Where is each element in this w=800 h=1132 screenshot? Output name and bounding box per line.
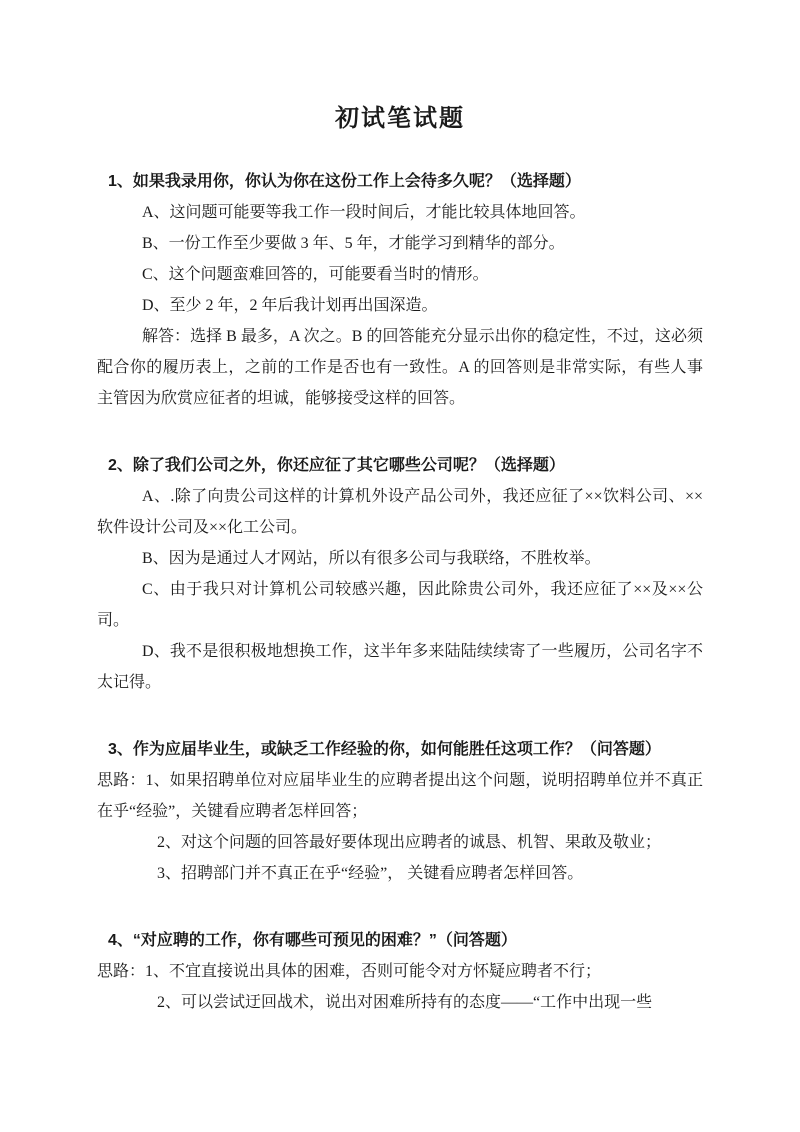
question-3-hint-3: 3、招聘部门并不真正在乎“经验”， 关键看应聘者怎样回答。	[157, 865, 584, 882]
question-2-heading: 2、除了我们公司之外，你还应征了其它哪些公司呢？（选择题）	[108, 457, 565, 474]
question-2-option-c: C、由于我只对计算机公司较感兴趣，因此除贵公司外，我还应征了××及××公司。	[97, 581, 703, 629]
question-1-block	[97, 166, 703, 414]
question-2-option-d: D、我不是很积极地想换工作，这半年多来陆陆续续寄了一些履历，公司名字不太记得。	[97, 643, 703, 691]
question-3-hint-1: 思路：1、如果招聘单位对应届毕业生的应聘者提出这个问题，说明招聘单位并不真正在乎“经验”，关键看应聘者怎样回答；	[97, 772, 703, 820]
question-1-option-c: C、这个问题蛮难回答的，可能要看当时的情形。	[142, 266, 489, 283]
document-title: 初试笔试题	[335, 105, 465, 132]
question-4-hint-2: 2、可以尝试迂回战术，说出对困难所持有的态度——“工作中出现一些	[157, 994, 653, 1011]
question-2-block	[97, 450, 703, 698]
question-1-option-b: B、一份工作至少要做 3 年、5 年，才能学习到精华的部分。	[142, 235, 565, 252]
question-3-heading: 3、作为应届毕业生，或缺乏工作经验的你，如何能胜任这项工作？（问答题）	[108, 741, 661, 758]
question-1-heading: 1、如果我录用你，你认为你在这份工作上会待多久呢？（选择题）	[108, 173, 581, 190]
question-2-option-a: A、.除了向贵公司这样的计算机外设产品公司外，我还应征了××饮料公司、××软件设计公司及××化工公司。	[97, 488, 703, 536]
question-4-block	[97, 925, 703, 1018]
question-4-heading: 4、“对应聘的工作，你有哪些可预见的困难？”（问答题）	[108, 932, 517, 949]
question-3-block	[97, 734, 703, 889]
question-4-hint-1: 思路：1、不宜直接说出具体的困难，否则可能令对方怀疑应聘者不行；	[97, 963, 602, 980]
question-1-option-d: D、至少 2 年，2 年后我计划再出国深造。	[142, 297, 438, 314]
question-1-answer: 解答：选择 B 最多，A 次之。B 的回答能充分显示出你的稳定性，不过，这必须配合你的履历表上，之前的工作是否也有一致性。A 的回答则是非常实际，有些人事主管因为欣赏应征者的坦诚，能够接受这样的回答。	[97, 328, 703, 407]
question-1-option-a: A、这问题可能要等我工作一段时间后，才能比较具体地回答。	[142, 204, 586, 221]
question-3-hint-2: 2、对这个问题的回答最好要体现出应聘者的诚恳、机智、果敢及敬业；	[157, 834, 662, 851]
question-2-option-b: B、因为是通过人才网站，所以有很多公司与我联络，不胜枚举。	[142, 550, 601, 567]
